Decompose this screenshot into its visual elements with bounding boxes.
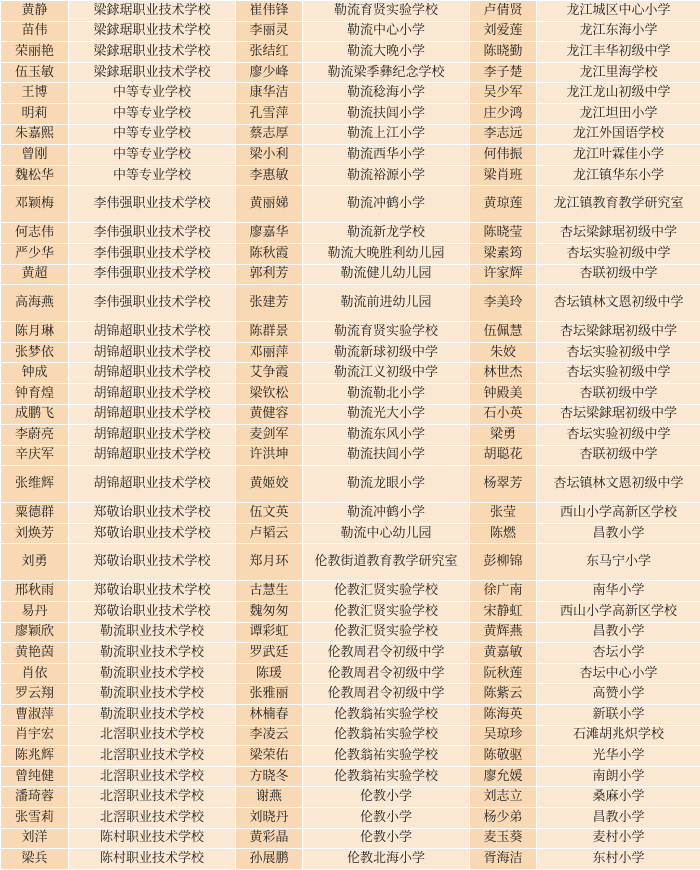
school-name-cell: 勒流裕源小学 (303, 165, 470, 186)
school-name-cell: 龙江城区中心小学 (537, 1, 700, 22)
teacher-name-cell: 廖少峰 (236, 62, 303, 83)
school-name-cell: 胡锦超职业技术学校 (69, 466, 236, 503)
teacher-name-cell: 孙展鹏 (236, 849, 303, 870)
school-name-cell: 勒流扶闾小学 (303, 445, 470, 466)
school-name-cell: 勒流育贤实验学校 (303, 322, 470, 343)
teacher-name-cell: 伍玉敏 (1, 62, 69, 83)
teacher-name-cell: 陈敬驱 (470, 746, 537, 767)
teacher-name-cell: 陈兆辉 (1, 746, 69, 767)
school-name-cell: 中等专业学校 (69, 145, 236, 166)
school-name-cell: 龙江镇教育教学研究室 (537, 186, 700, 223)
teacher-name-cell: 何伟振 (470, 145, 537, 166)
school-name-cell: 西山小学高新区学校 (537, 503, 700, 524)
teacher-name-cell: 钟殿美 (470, 383, 537, 404)
school-name-cell: 中等专业学校 (69, 83, 236, 104)
school-name-cell: 杏坛小学 (537, 643, 700, 664)
teacher-name-cell: 陈晓勤 (470, 42, 537, 63)
school-name-cell: 勒流扶闾小学 (303, 103, 470, 124)
teacher-name-cell: 梁兵 (1, 849, 69, 870)
school-name-cell: 龙江里海学校 (537, 62, 700, 83)
teacher-name-cell: 伍文英 (236, 503, 303, 524)
teacher-name-cell: 粟德群 (1, 503, 69, 524)
teacher-name-cell: 梁荣佑 (236, 746, 303, 767)
teacher-name-cell: 黄丽娣 (236, 186, 303, 223)
school-name-cell: 伦教北海小学 (303, 849, 470, 870)
teacher-name-cell: 曹淑萍 (1, 705, 69, 726)
school-name-cell: 昌教小学 (537, 622, 700, 643)
teacher-name-cell: 陈群景 (236, 322, 303, 343)
table-row (1, 383, 700, 404)
teacher-name-cell: 张建芳 (236, 285, 303, 322)
school-name-cell: 勒流中心小学 (303, 21, 470, 42)
school-name-cell: 胡锦超职业技术学校 (69, 425, 236, 446)
teacher-name-cell: 张结红 (236, 42, 303, 63)
table-row (1, 322, 700, 343)
school-name-cell: 麦村小学 (537, 828, 700, 849)
teacher-name-cell: 胡聪花 (470, 445, 537, 466)
teacher-name-cell: 梁素筠 (470, 243, 537, 264)
teacher-name-cell: 谢燕 (236, 787, 303, 808)
teacher-name-cell: 高海燕 (1, 285, 69, 322)
school-name-cell: 伦教周君令初级中学 (303, 663, 470, 684)
table-row (1, 523, 700, 544)
teacher-name-cell: 麦玉葵 (470, 828, 537, 849)
school-name-cell: 胡锦超职业技术学校 (69, 404, 236, 425)
teacher-name-cell: 张雪莉 (1, 808, 69, 829)
teacher-name-cell: 伍佩慧 (470, 322, 537, 343)
school-name-cell: 勒流育贤实验学校 (303, 1, 470, 22)
school-name-cell: 高赞小学 (537, 684, 700, 705)
school-name-cell: 勒流光大小学 (303, 404, 470, 425)
school-name-cell: 杏联初级中学 (537, 383, 700, 404)
school-name-cell: 伦教街道教育教学研究室 (303, 544, 470, 581)
teacher-name-cell: 许洪坤 (236, 445, 303, 466)
table-row (1, 643, 700, 664)
teacher-name-cell: 彭柳锦 (470, 544, 537, 581)
school-name-cell: 郑敬诒职业技术学校 (69, 503, 236, 524)
school-name-cell: 杏坛镇林文恩初级中学 (537, 466, 700, 503)
teacher-name-cell: 梁小利 (236, 145, 303, 166)
table-row (1, 622, 700, 643)
table-row (1, 466, 700, 503)
teacher-name-cell: 李惠敏 (236, 165, 303, 186)
school-name-cell: 勒流健儿幼儿园 (303, 264, 470, 285)
school-name-cell: 勒流稔海小学 (303, 83, 470, 104)
school-name-cell: 勒流龙眼小学 (303, 466, 470, 503)
table-row (1, 425, 700, 446)
table-row (1, 787, 700, 808)
teacher-name-cell: 谭彩虹 (236, 622, 303, 643)
school-name-cell: 梁銶琚职业技术学校 (69, 21, 236, 42)
school-name-cell: 郑敬诒职业技术学校 (69, 581, 236, 602)
teacher-name-cell: 庄少鸿 (470, 103, 537, 124)
teacher-name-cell: 陈秋霞 (236, 243, 303, 264)
table-row (1, 42, 700, 63)
teacher-name-cell: 方晓冬 (236, 766, 303, 787)
teacher-name-cell: 廖允媛 (470, 766, 537, 787)
teacher-name-cell: 罗云翔 (1, 684, 69, 705)
school-name-cell: 勒流大晚胜利幼儿园 (303, 243, 470, 264)
teacher-name-cell: 荣丽艳 (1, 42, 69, 63)
school-name-cell: 郑敬诒职业技术学校 (69, 523, 236, 544)
school-name-cell: 北滘职业技术学校 (69, 746, 236, 767)
table-row (1, 21, 700, 42)
teacher-name-cell: 张莹 (470, 503, 537, 524)
school-name-cell: 郑敬诒职业技术学校 (69, 602, 236, 623)
school-name-cell: 北滘职业技术学校 (69, 808, 236, 829)
school-name-cell: 龙江龙山初级中学 (537, 83, 700, 104)
table-row (1, 808, 700, 829)
school-name-cell: 勒流新球初级中学 (303, 342, 470, 363)
teacher-name-cell: 陈燃 (470, 523, 537, 544)
teacher-name-cell: 麦剑军 (236, 425, 303, 446)
table-row (1, 404, 700, 425)
table-row (1, 746, 700, 767)
table-row (1, 223, 700, 244)
teacher-name-cell: 黄彩晶 (236, 828, 303, 849)
school-name-cell: 勒流梁季彝纪念学校 (303, 62, 470, 83)
table-row (1, 445, 700, 466)
school-name-cell: 杏联初级中学 (537, 445, 700, 466)
table-row (1, 243, 700, 264)
school-name-cell: 南华小学 (537, 581, 700, 602)
teacher-name-cell: 陈瑗 (236, 663, 303, 684)
school-name-cell: 杏坛实验初级中学 (537, 243, 700, 264)
school-name-cell: 胡锦超职业技术学校 (69, 342, 236, 363)
teacher-name-cell: 李丽灵 (236, 21, 303, 42)
teacher-name-cell: 梁钦松 (236, 383, 303, 404)
teacher-name-cell: 李美玲 (470, 285, 537, 322)
teacher-name-cell: 何志伟 (1, 223, 69, 244)
teacher-name-cell: 张梦依 (1, 342, 69, 363)
school-name-cell: 勒流新龙学校 (303, 223, 470, 244)
teacher-name-cell: 许家辉 (470, 264, 537, 285)
table-row (1, 165, 700, 186)
school-name-cell: 中等专业学校 (69, 124, 236, 145)
school-name-cell: 李伟强职业技术学校 (69, 223, 236, 244)
school-name-cell: 勒流职业技术学校 (69, 705, 236, 726)
teacher-name-cell: 陈晓莹 (470, 223, 537, 244)
school-name-cell: 李伟强职业技术学校 (69, 243, 236, 264)
teacher-name-cell: 潘琦蓉 (1, 787, 69, 808)
table-row (1, 544, 700, 581)
school-name-cell: 勒流大晚小学 (303, 42, 470, 63)
teacher-name-cell: 孔雪萍 (236, 103, 303, 124)
table-row (1, 145, 700, 166)
teacher-name-cell: 魏松华 (1, 165, 69, 186)
school-name-cell: 勒流冲鹤小学 (303, 186, 470, 223)
teacher-name-cell: 石小英 (470, 404, 537, 425)
school-name-cell: 杏联初级中学 (537, 264, 700, 285)
teacher-name-cell: 王博 (1, 83, 69, 104)
teacher-name-cell: 刘洋 (1, 828, 69, 849)
school-name-cell: 伦教周君令初级中学 (303, 684, 470, 705)
school-name-cell: 龙江丰华初级中学 (537, 42, 700, 63)
school-name-cell: 光华小学 (537, 746, 700, 767)
school-name-cell: 李伟强职业技术学校 (69, 186, 236, 223)
school-name-cell: 桑麻小学 (537, 787, 700, 808)
school-name-cell: 伦教汇贤实验学校 (303, 602, 470, 623)
school-name-cell: 胡锦超职业技术学校 (69, 363, 236, 384)
school-name-cell: 杏坛梁銶琚初级中学 (537, 404, 700, 425)
teacher-name-cell: 肖依 (1, 663, 69, 684)
school-name-cell: 石滩胡兆炽学校 (537, 725, 700, 746)
school-name-cell: 勒流江义初级中学 (303, 363, 470, 384)
table-row (1, 725, 700, 746)
school-name-cell: 伦教汇贤实验学校 (303, 581, 470, 602)
school-name-cell: 龙江镇华东小学 (537, 165, 700, 186)
teacher-name-cell: 艾争霞 (236, 363, 303, 384)
school-name-cell: 梁銶琚职业技术学校 (69, 1, 236, 22)
teacher-name-cell: 钟成 (1, 363, 69, 384)
school-name-cell: 伦教小学 (303, 787, 470, 808)
teacher-name-cell: 邢秋雨 (1, 581, 69, 602)
school-name-cell: 龙江东海小学 (537, 21, 700, 42)
teacher-name-cell: 曾纯健 (1, 766, 69, 787)
school-name-cell: 胡锦超职业技术学校 (69, 445, 236, 466)
teacher-name-cell: 梁肖班 (470, 165, 537, 186)
table-row (1, 103, 700, 124)
teacher-name-cell: 杨翠芳 (470, 466, 537, 503)
teacher-name-cell: 李凌云 (236, 725, 303, 746)
teacher-name-cell: 苗伟 (1, 21, 69, 42)
table-row (1, 83, 700, 104)
teacher-name-cell: 廖颖欣 (1, 622, 69, 643)
school-name-cell: 北滘职业技术学校 (69, 725, 236, 746)
teacher-name-cell: 郭利芳 (236, 264, 303, 285)
school-name-cell: 杏坛实验初级中学 (537, 425, 700, 446)
teacher-name-cell: 康华洁 (236, 83, 303, 104)
table-row (1, 1, 700, 22)
teacher-name-cell: 黄姬姣 (236, 466, 303, 503)
school-name-cell: 勒流勒北小学 (303, 383, 470, 404)
school-name-cell: 勒流职业技术学校 (69, 622, 236, 643)
teacher-name-cell: 陈紫云 (470, 684, 537, 705)
school-name-cell: 龙江坦田小学 (537, 103, 700, 124)
teacher-name-cell: 蔡志厚 (236, 124, 303, 145)
teacher-name-cell: 明莉 (1, 103, 69, 124)
teacher-name-cell: 李志远 (470, 124, 537, 145)
teacher-name-cell: 卢韬云 (236, 523, 303, 544)
school-name-cell: 伦教周君令初级中学 (303, 643, 470, 664)
school-name-cell: 勒流西华小学 (303, 145, 470, 166)
teacher-name-cell: 林楠春 (236, 705, 303, 726)
school-name-cell: 勒流职业技术学校 (69, 684, 236, 705)
school-name-cell: 陈村职业技术学校 (69, 828, 236, 849)
teacher-name-cell: 刘焕芳 (1, 523, 69, 544)
school-name-cell: 昌教小学 (537, 808, 700, 829)
teacher-name-cell: 胥海洁 (470, 849, 537, 870)
school-name-cell: 勒流职业技术学校 (69, 643, 236, 664)
table-row (1, 124, 700, 145)
table-row (1, 581, 700, 602)
school-name-cell: 胡锦超职业技术学校 (69, 322, 236, 343)
school-name-cell: 勒流东风小学 (303, 425, 470, 446)
teacher-name-cell: 陈月琳 (1, 322, 69, 343)
school-name-cell: 勒流中心幼儿园 (303, 523, 470, 544)
table-row (1, 503, 700, 524)
school-name-cell: 中等专业学校 (69, 165, 236, 186)
table-row (1, 849, 700, 870)
teacher-name-cell: 李蔚亮 (1, 425, 69, 446)
teacher-name-cell: 吴琼珍 (470, 725, 537, 746)
teacher-name-cell: 阮秋莲 (470, 663, 537, 684)
teacher-name-cell: 张维辉 (1, 466, 69, 503)
teacher-name-cell: 黄琼莲 (470, 186, 537, 223)
teacher-name-cell: 肖宇宏 (1, 725, 69, 746)
school-name-cell: 勒流职业技术学校 (69, 663, 236, 684)
table-row (1, 342, 700, 363)
teacher-name-cell: 崔伟锋 (236, 1, 303, 22)
teacher-name-cell: 宋静虹 (470, 602, 537, 623)
table-row (1, 264, 700, 285)
school-name-cell: 龙江外国语学校 (537, 124, 700, 145)
teacher-name-cell: 黄辉燕 (470, 622, 537, 643)
teacher-name-cell: 钟育煌 (1, 383, 69, 404)
table-row (1, 186, 700, 223)
teacher-name-cell: 杨少弟 (470, 808, 537, 829)
school-name-cell: 北滘职业技术学校 (69, 766, 236, 787)
teacher-name-cell: 吴少军 (470, 83, 537, 104)
school-name-cell: 中等专业学校 (69, 103, 236, 124)
school-name-cell: 杏坛梁銶琚初级中学 (537, 322, 700, 343)
teacher-name-cell: 黄静 (1, 1, 69, 22)
teacher-name-cell: 刘勇 (1, 544, 69, 581)
teacher-name-cell: 曾刚 (1, 145, 69, 166)
teacher-name-cell: 易丹 (1, 602, 69, 623)
teacher-name-cell: 罗武廷 (236, 643, 303, 664)
school-name-cell: 西山小学高新区学校 (537, 602, 700, 623)
teacher-name-cell: 刘爱莲 (470, 21, 537, 42)
teacher-name-cell: 辛庆军 (1, 445, 69, 466)
school-name-cell: 东村小学 (537, 849, 700, 870)
school-name-cell: 南朗小学 (537, 766, 700, 787)
teacher-name-cell: 郑月环 (236, 544, 303, 581)
teacher-name-cell: 陈海英 (470, 705, 537, 726)
school-name-cell: 龙江叶霖佳小学 (537, 145, 700, 166)
school-name-cell: 伦教翁祐实验学校 (303, 705, 470, 726)
school-name-cell: 梁銶琚职业技术学校 (69, 62, 236, 83)
school-name-cell: 勒流冲鹤小学 (303, 503, 470, 524)
school-name-cell: 伦教翁祐实验学校 (303, 746, 470, 767)
school-name-cell: 胡锦超职业技术学校 (69, 383, 236, 404)
table-row (1, 62, 700, 83)
teacher-name-cell: 朱嘉熙 (1, 124, 69, 145)
school-name-cell: 李伟强职业技术学校 (69, 285, 236, 322)
teacher-name-cell: 刘志立 (470, 787, 537, 808)
school-name-cell: 杏坛镇林文恩初级中学 (537, 285, 700, 322)
school-name-cell: 勒流上江小学 (303, 124, 470, 145)
school-name-cell: 杏坛实验初级中学 (537, 342, 700, 363)
school-name-cell: 北滘职业技术学校 (69, 787, 236, 808)
school-name-cell: 杏坛中心小学 (537, 663, 700, 684)
teacher-name-cell: 廖嘉华 (236, 223, 303, 244)
teacher-name-cell: 朱姣 (470, 342, 537, 363)
school-name-cell: 李伟强职业技术学校 (69, 264, 236, 285)
teacher-name-cell: 成鹏飞 (1, 404, 69, 425)
school-name-cell: 杏坛梁銶琚初级中学 (537, 223, 700, 244)
school-name-cell: 梁銶琚职业技术学校 (69, 42, 236, 63)
table-row (1, 684, 700, 705)
teacher-name-cell: 林世杰 (470, 363, 537, 384)
teacher-name-cell: 徐广南 (470, 581, 537, 602)
school-name-cell: 伦教翁祐实验学校 (303, 725, 470, 746)
school-name-cell: 伦教翁祐实验学校 (303, 766, 470, 787)
school-name-cell: 杏坛实验初级中学 (537, 363, 700, 384)
teacher-name-cell: 严少华 (1, 243, 69, 264)
teacher-name-cell: 邓颖梅 (1, 186, 69, 223)
teacher-name-cell: 黄嘉敏 (470, 643, 537, 664)
school-name-cell: 陈村职业技术学校 (69, 849, 236, 870)
table-row (1, 705, 700, 726)
school-name-cell: 郑敬诒职业技术学校 (69, 544, 236, 581)
teacher-name-cell: 邓丽萍 (236, 342, 303, 363)
roster-body (1, 1, 700, 870)
teacher-name-cell: 魏匆匆 (236, 602, 303, 623)
table-row (1, 766, 700, 787)
table-row (1, 663, 700, 684)
teacher-name-cell: 黄健容 (236, 404, 303, 425)
teacher-name-cell: 黄艳茵 (1, 643, 69, 664)
teacher-name-cell: 梁勇 (470, 425, 537, 446)
table-row (1, 363, 700, 384)
teacher-name-cell: 张雅丽 (236, 684, 303, 705)
school-name-cell: 伦教小学 (303, 828, 470, 849)
table-row (1, 602, 700, 623)
school-name-cell: 伦教小学 (303, 808, 470, 829)
table-row (1, 285, 700, 322)
teacher-name-cell: 古慧生 (236, 581, 303, 602)
table-row (1, 828, 700, 849)
school-name-cell: 新联小学 (537, 705, 700, 726)
teacher-name-cell: 卢倩贤 (470, 1, 537, 22)
school-name-cell: 勒流前进幼儿园 (303, 285, 470, 322)
teacher-name-cell: 黄超 (1, 264, 69, 285)
teacher-name-cell: 刘晓丹 (236, 808, 303, 829)
school-name-cell: 东马宁小学 (537, 544, 700, 581)
school-name-cell: 伦教汇贤实验学校 (303, 622, 470, 643)
teacher-name-cell: 李子楚 (470, 62, 537, 83)
school-name-cell: 昌教小学 (537, 523, 700, 544)
